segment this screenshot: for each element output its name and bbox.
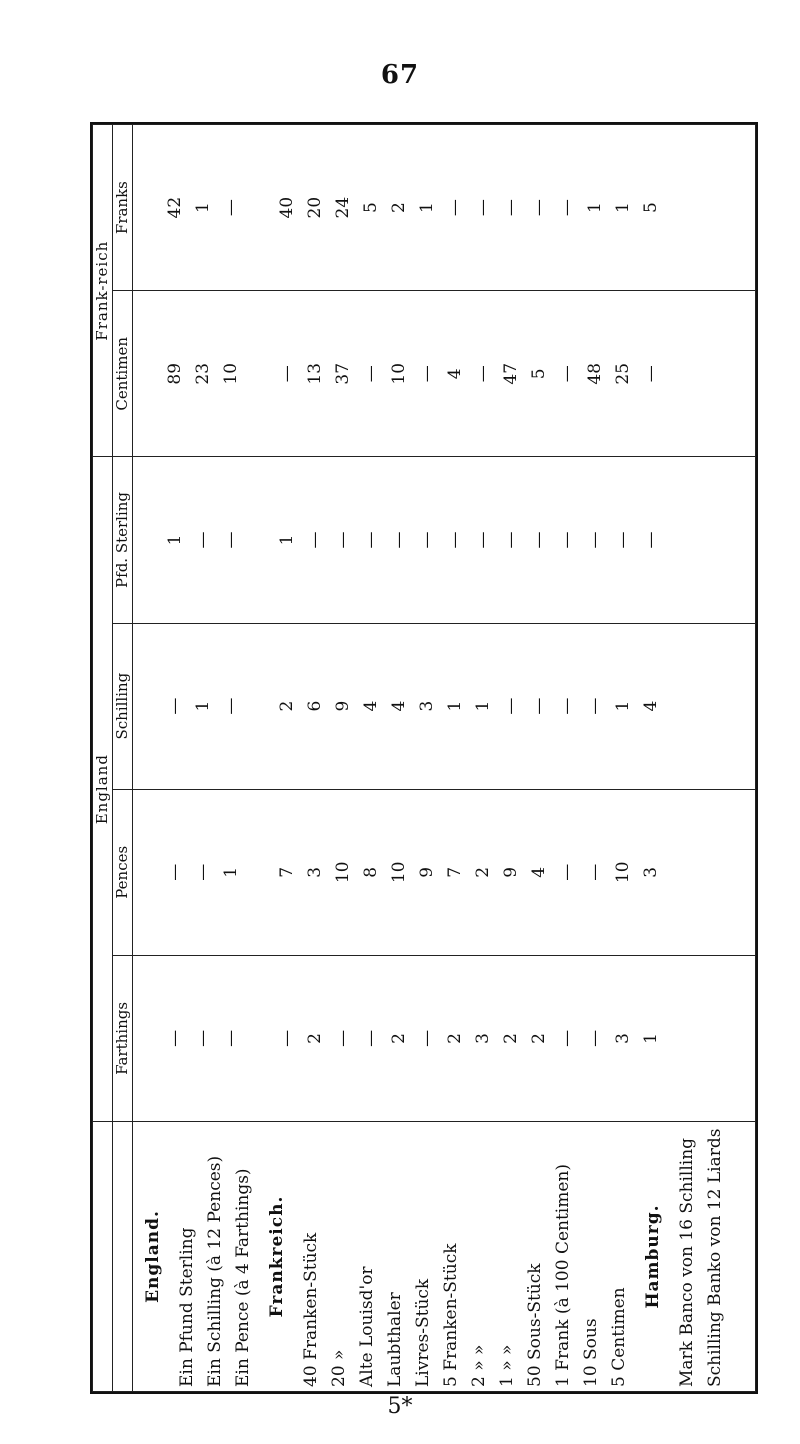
table-cell: — (528, 531, 549, 549)
table-cell: — (360, 531, 381, 549)
row-label: 1 Frank (à 100 Centimen) (552, 1163, 573, 1387)
table-cell: — (528, 199, 549, 217)
table-cell: — (192, 531, 213, 549)
table-cell: — (192, 1029, 213, 1047)
table-cell: 1 (416, 202, 437, 214)
table-cell: — (584, 697, 605, 715)
table-cell: 5 (528, 368, 549, 380)
page-number: 67 (380, 60, 420, 90)
section-spacer (133, 461, 161, 618)
table-cell: 4 (444, 368, 465, 380)
footer-mark: 5* (387, 1394, 413, 1419)
table-cell: — (472, 531, 493, 549)
row-label: Livres-Stück (412, 1278, 433, 1387)
table-cell: — (444, 199, 465, 217)
corner-cell (93, 1122, 113, 1392)
corner-cell-2 (112, 1122, 132, 1392)
table-cell: 5 (640, 202, 661, 214)
table-cell: 1 (584, 202, 605, 214)
table-cell: 1 (612, 700, 633, 712)
table-cell: 2 (528, 1033, 549, 1044)
table-cell: — (164, 1029, 185, 1047)
table-cell: — (192, 863, 213, 881)
group-frankreich: Frank-reich (93, 125, 113, 457)
table-cell: 5 (360, 202, 381, 214)
values-pences (132, 789, 755, 955)
table-cell: 42 (164, 196, 185, 219)
col-centimen: Centimen (112, 291, 132, 457)
table-cell: 10 (388, 861, 409, 884)
table-cell: 2 (388, 1033, 409, 1044)
table-cell: 3 (472, 1033, 493, 1044)
table-cell: 89 (164, 362, 185, 385)
table-cell: 40 (276, 196, 297, 219)
col-schilling: Schilling (112, 623, 132, 789)
table-cell: — (584, 863, 605, 881)
table-cell: 7 (276, 866, 297, 878)
row-label: Alte Louisd'or (356, 1266, 377, 1387)
table-cell: — (276, 365, 297, 383)
table-cell: 4 (640, 700, 661, 712)
table-cell: — (584, 531, 605, 549)
table-cell (245, 295, 273, 452)
table-cell: 2 (444, 1033, 465, 1044)
table-cell: 1 (612, 202, 633, 214)
table-cell: — (472, 199, 493, 217)
table-cell: — (556, 365, 577, 383)
table-cell: — (220, 697, 241, 715)
section-hamburg: Hamburg. (642, 1204, 663, 1309)
table-cell: — (556, 199, 577, 217)
table-cell: — (416, 531, 437, 549)
table-cell: — (360, 1029, 381, 1047)
section-england: England. (142, 1210, 163, 1303)
row-label: Schilling Banko von 12 Liards (704, 1128, 725, 1387)
row-label: 5 Centimen (608, 1287, 629, 1387)
table-cell: 10 (332, 861, 353, 884)
table-cell (245, 628, 273, 785)
table-cell: 2 (276, 700, 297, 712)
table-cell: 20 (304, 196, 325, 219)
row-labels (132, 1122, 755, 1392)
table-cell: 1 (276, 534, 297, 546)
table-cell: 4 (528, 866, 549, 878)
table-cell: 24 (332, 196, 353, 219)
table-cell: 10 (388, 362, 409, 385)
table-cell: 1 (192, 202, 213, 214)
table-cell: — (556, 1029, 577, 1047)
table-cell: 9 (500, 866, 521, 878)
table-cell: 2 (472, 866, 493, 878)
section-spacer (133, 794, 161, 951)
table-cell (245, 794, 273, 951)
table-cell: — (556, 697, 577, 715)
table-cell: 3 (304, 866, 325, 878)
row-label: 1 » » (496, 1344, 517, 1387)
row-label: 5 Franken-Stück (440, 1243, 461, 1387)
table-cell: 8 (360, 866, 381, 878)
section-frankreich: Frankreich. (266, 1195, 287, 1318)
table-cell: — (416, 1029, 437, 1047)
row-label: Laubthaler (384, 1292, 405, 1387)
table-cell: 1 (220, 866, 241, 878)
row-label: Ein Pfund Sterling (176, 1227, 197, 1387)
table-cell: — (220, 531, 241, 549)
table-cell: — (360, 365, 381, 383)
table-cell (245, 461, 273, 618)
table-cell: 4 (360, 700, 381, 712)
table-cell: — (388, 531, 409, 549)
table-cell: — (276, 1029, 297, 1047)
row-label: 10 Sous (580, 1318, 601, 1387)
table-cell: 6 (304, 700, 325, 712)
section-spacer (133, 628, 161, 785)
row-label: 20 » (328, 1349, 349, 1387)
table-cell (245, 129, 273, 286)
row-label: 2 » » (468, 1344, 489, 1387)
table-cell: — (556, 531, 577, 549)
col-pfd-sterling: Pfd. Sterling (112, 457, 132, 623)
table-cell: — (220, 199, 241, 217)
table-cell: — (528, 697, 549, 715)
table-cell: 2 (388, 202, 409, 214)
table-cell: 3 (612, 1033, 633, 1044)
table-cell: 1 (444, 700, 465, 712)
section-spacer (133, 129, 161, 286)
table-cell: 1 (640, 1033, 661, 1044)
table-cell: 1 (192, 700, 213, 712)
row-label: Ein Schilling (à 12 Pences) (204, 1155, 225, 1387)
col-farthings: Farthings (112, 955, 132, 1121)
col-pences: Pences (112, 789, 132, 955)
table-cell: 23 (192, 362, 213, 385)
table-cell: — (640, 531, 661, 549)
table-cell (245, 960, 273, 1117)
table-cell: — (332, 531, 353, 549)
table-cell: 48 (584, 362, 605, 385)
table-cell: — (416, 365, 437, 383)
row-label: 40 Franken-Stück (300, 1232, 321, 1387)
table-cell: — (220, 1029, 241, 1047)
table-cell: 7 (444, 866, 465, 878)
table-cell: — (164, 697, 185, 715)
table-cell: — (304, 531, 325, 549)
group-england: England (93, 457, 113, 1122)
table-cell: — (584, 1029, 605, 1047)
row-label: Ein Pence (à 4 Farthings) (232, 1168, 253, 1387)
conversion-table-frame (90, 122, 758, 1394)
table-cell: — (164, 863, 185, 881)
table-cell: 2 (304, 1033, 325, 1044)
values-schilling (132, 623, 755, 789)
table-cell: 1 (472, 700, 493, 712)
table-cell: 2 (500, 1033, 521, 1044)
section-spacer (133, 960, 161, 1117)
table-cell: 4 (388, 700, 409, 712)
table-cell: 25 (612, 362, 633, 385)
table-cell: 10 (220, 362, 241, 385)
section-spacer (133, 295, 161, 452)
table-cell: 13 (304, 362, 325, 385)
table-cell: 37 (332, 362, 353, 385)
table-cell: — (500, 697, 521, 715)
table-cell: 3 (416, 700, 437, 712)
table-cell: — (472, 365, 493, 383)
table-cell: — (500, 531, 521, 549)
table-cell: 1 (164, 534, 185, 546)
table-cell: — (332, 1029, 353, 1047)
conversion-table-rotated (92, 124, 756, 1392)
row-label: 50 Sous-Stück (524, 1263, 545, 1387)
values-farthings (132, 955, 755, 1121)
table-cell: 47 (500, 362, 521, 385)
conversion-table (92, 124, 756, 1392)
values-franks (132, 125, 755, 291)
table-cell: 9 (416, 866, 437, 878)
values-pfd-sterling (132, 457, 755, 623)
table-cell: 3 (640, 866, 661, 878)
table-cell: — (556, 863, 577, 881)
table-cell: — (444, 531, 465, 549)
table-cell: — (500, 199, 521, 217)
table-cell: — (612, 531, 633, 549)
values-centimen (132, 291, 755, 457)
row-label: Mark Banco von 16 Schilling (676, 1137, 697, 1387)
table-cell: 10 (612, 861, 633, 884)
table-cell: — (640, 365, 661, 383)
col-franks: Franks (112, 125, 132, 291)
table-cell: 9 (332, 700, 353, 712)
